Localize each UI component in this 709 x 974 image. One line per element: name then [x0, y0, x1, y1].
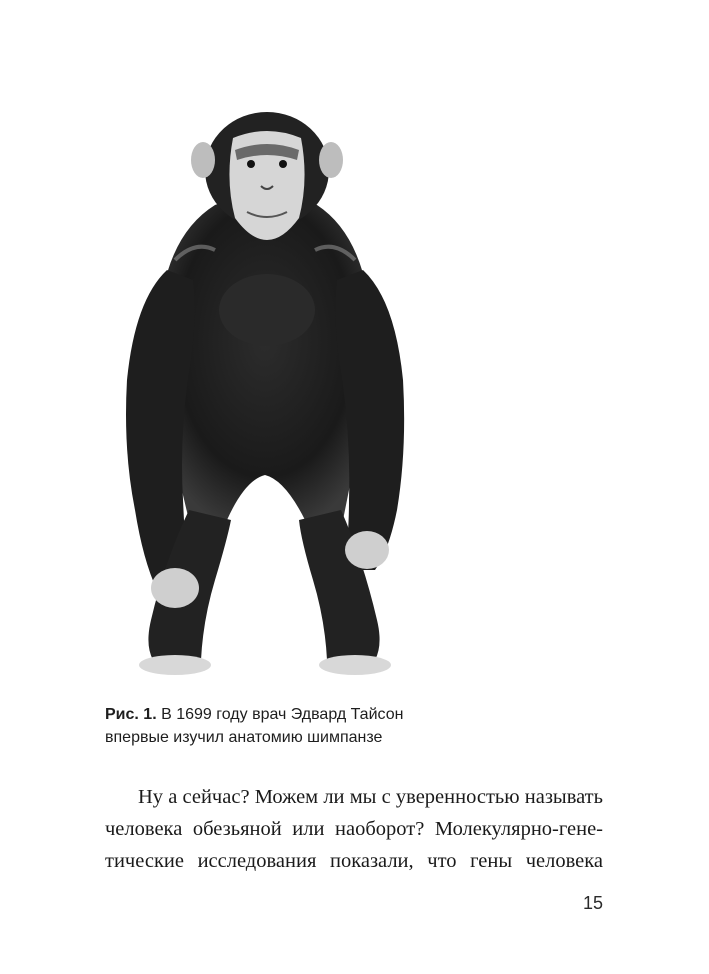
page-number: 15	[582, 893, 603, 913]
chimpanzee-illustration	[105, 100, 425, 680]
paragraph-line: тические исследования показали, что гены человека	[105, 850, 603, 872]
caption-line: В 1699 году врач Эдвард Тайсон	[161, 706, 404, 723]
body-paragraph	[105, 781, 603, 877]
figure-label: Рис. 1.	[105, 706, 157, 723]
paragraph-line: Ну а сейчас? Можем ли мы с уверенностью называть	[138, 786, 603, 808]
figure-caption	[105, 703, 465, 749]
paragraph-line: человека обезьяной или наоборот? Молекулярно-гене-	[105, 818, 603, 840]
chimpanzee-figure	[105, 100, 425, 680]
caption-line: впервые изучил анатомию шимпанзе	[105, 729, 383, 746]
